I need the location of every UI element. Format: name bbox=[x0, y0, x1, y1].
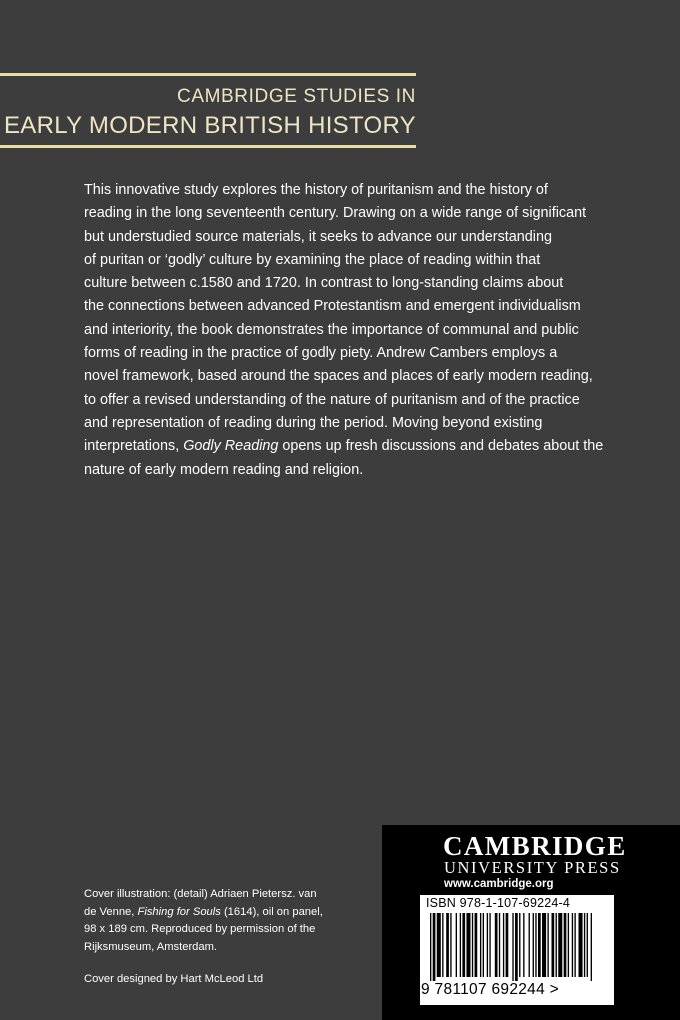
blurb-text: opens up fresh discussions and debates about the bbox=[278, 438, 604, 455]
blurb-line: This innovative study explores the history of puritanism and the history of bbox=[84, 182, 548, 198]
blurb-line: and interiority, the book demonstrates the importance of communal and public bbox=[84, 321, 579, 338]
barcode-bar bbox=[579, 913, 583, 977]
barcode-bar bbox=[512, 913, 513, 981]
barcode-bar bbox=[587, 913, 588, 977]
barcode-bar bbox=[472, 913, 473, 977]
barcode-bar bbox=[456, 913, 457, 977]
publisher-panel bbox=[382, 825, 680, 1020]
blurb-line: reading in the long seventeenth century. Drawing on a wide range of significant bbox=[84, 205, 587, 222]
barcode-bar bbox=[558, 913, 562, 977]
barcode-bar bbox=[462, 913, 465, 977]
barcode-bar bbox=[499, 913, 500, 977]
blurb-line: the connections between advanced Protestantism and emergent individualism bbox=[84, 298, 581, 315]
blurb-line: forms of reading in the practice of godly piety. Andrew Cambers employs a bbox=[84, 345, 558, 362]
barcode-bar bbox=[480, 913, 481, 977]
barcode-bar bbox=[556, 913, 557, 977]
barcode-digits: 9 781107 692244 > bbox=[421, 981, 559, 998]
barcode-bar bbox=[542, 913, 546, 977]
barcode-bar bbox=[503, 913, 504, 977]
barcode-bar bbox=[572, 913, 573, 977]
credit-line: 98 x 189 cm. Reproduced by permission of the bbox=[84, 923, 316, 935]
barcode-bar bbox=[475, 913, 478, 977]
barcode-bar bbox=[515, 913, 518, 981]
blurb-text: interpretations, bbox=[84, 438, 184, 455]
barcode-bar bbox=[584, 913, 585, 977]
credit-text: de Venne, bbox=[84, 905, 138, 918]
blurb-line: nature of early modern reading and religion. bbox=[84, 461, 364, 478]
barcode-bar bbox=[430, 913, 431, 981]
publisher-website: www.cambridge.org bbox=[444, 878, 554, 890]
barcode-bar bbox=[466, 913, 470, 977]
barcode-bar bbox=[483, 913, 484, 977]
credit-line: Cover illustration: (detail) Adriaen Pietersz. van bbox=[84, 888, 317, 900]
barcode-bar bbox=[538, 913, 541, 977]
blurb-line: novel framework, based around the spaces and places of early modern reading, bbox=[84, 368, 593, 385]
barcode-bar bbox=[433, 913, 436, 981]
artwork-title-italic: Fishing for Souls bbox=[137, 905, 221, 918]
series-rule-bottom bbox=[0, 145, 416, 148]
series-title-line1: CAMBRIDGE STUDIES IN bbox=[177, 86, 416, 107]
barcode-bar bbox=[495, 913, 498, 977]
credit-line bbox=[84, 904, 364, 922]
barcode-bar bbox=[489, 913, 490, 977]
barcode-bar bbox=[533, 913, 534, 977]
book-blurb bbox=[84, 179, 624, 482]
blurb-line bbox=[84, 435, 624, 458]
barcode-bar bbox=[442, 913, 443, 977]
isbn-label: ISBN 978-1-107-69224-4 bbox=[426, 896, 571, 910]
barcode-bar bbox=[547, 913, 548, 977]
series-rule-top bbox=[0, 73, 416, 76]
blurb-line: of puritan or ‘godly’ culture by examining the place of reading within that bbox=[84, 251, 541, 268]
barcode-bar bbox=[591, 913, 592, 981]
publisher-logo-name: CAMBRIDGE bbox=[443, 831, 627, 861]
book-title-italic: Godly Reading bbox=[183, 438, 279, 455]
blurb-line: and representation of reading during the period. Moving beyond existing bbox=[84, 414, 543, 431]
blurb-line: to offer a revised understanding of the nature of puritanism and of the practice bbox=[84, 391, 580, 408]
barcode-bar bbox=[487, 913, 488, 977]
barcode-bar bbox=[574, 913, 575, 977]
blurb-line: culture between c.1580 and 1720. In contrast to long-standing claims about bbox=[84, 275, 564, 292]
series-title-line2: EARLY MODERN BRITISH HISTORY bbox=[3, 112, 416, 139]
barcode-bar bbox=[437, 913, 441, 977]
isbn-barcode-box bbox=[420, 895, 614, 1005]
publisher-logo-subname: UNIVERSITY PRESS bbox=[444, 858, 621, 877]
barcode-bar bbox=[446, 913, 449, 977]
barcode-bar bbox=[529, 913, 530, 977]
barcode-bar bbox=[519, 913, 520, 977]
barcode-bar bbox=[523, 913, 524, 977]
barcode-bar bbox=[506, 913, 509, 977]
barcode-bar bbox=[460, 913, 461, 977]
credit-line: Rijksmuseum, Amsterdam. bbox=[84, 940, 218, 953]
barcode-bar bbox=[564, 913, 567, 977]
credit-text: (1614), oil on panel, bbox=[220, 905, 323, 918]
cover-credits bbox=[84, 886, 364, 956]
blurb-line: but understudied source materials, it seeks to advance our understanding bbox=[84, 228, 552, 245]
cover-designer-credit: Cover designed by Hart McLeod Ltd bbox=[84, 973, 264, 985]
barcode-bar bbox=[535, 913, 536, 977]
barcode-bar bbox=[552, 913, 555, 977]
barcode-icon bbox=[430, 913, 606, 981]
barcode-bar bbox=[450, 913, 451, 977]
barcode-bar bbox=[568, 913, 569, 977]
